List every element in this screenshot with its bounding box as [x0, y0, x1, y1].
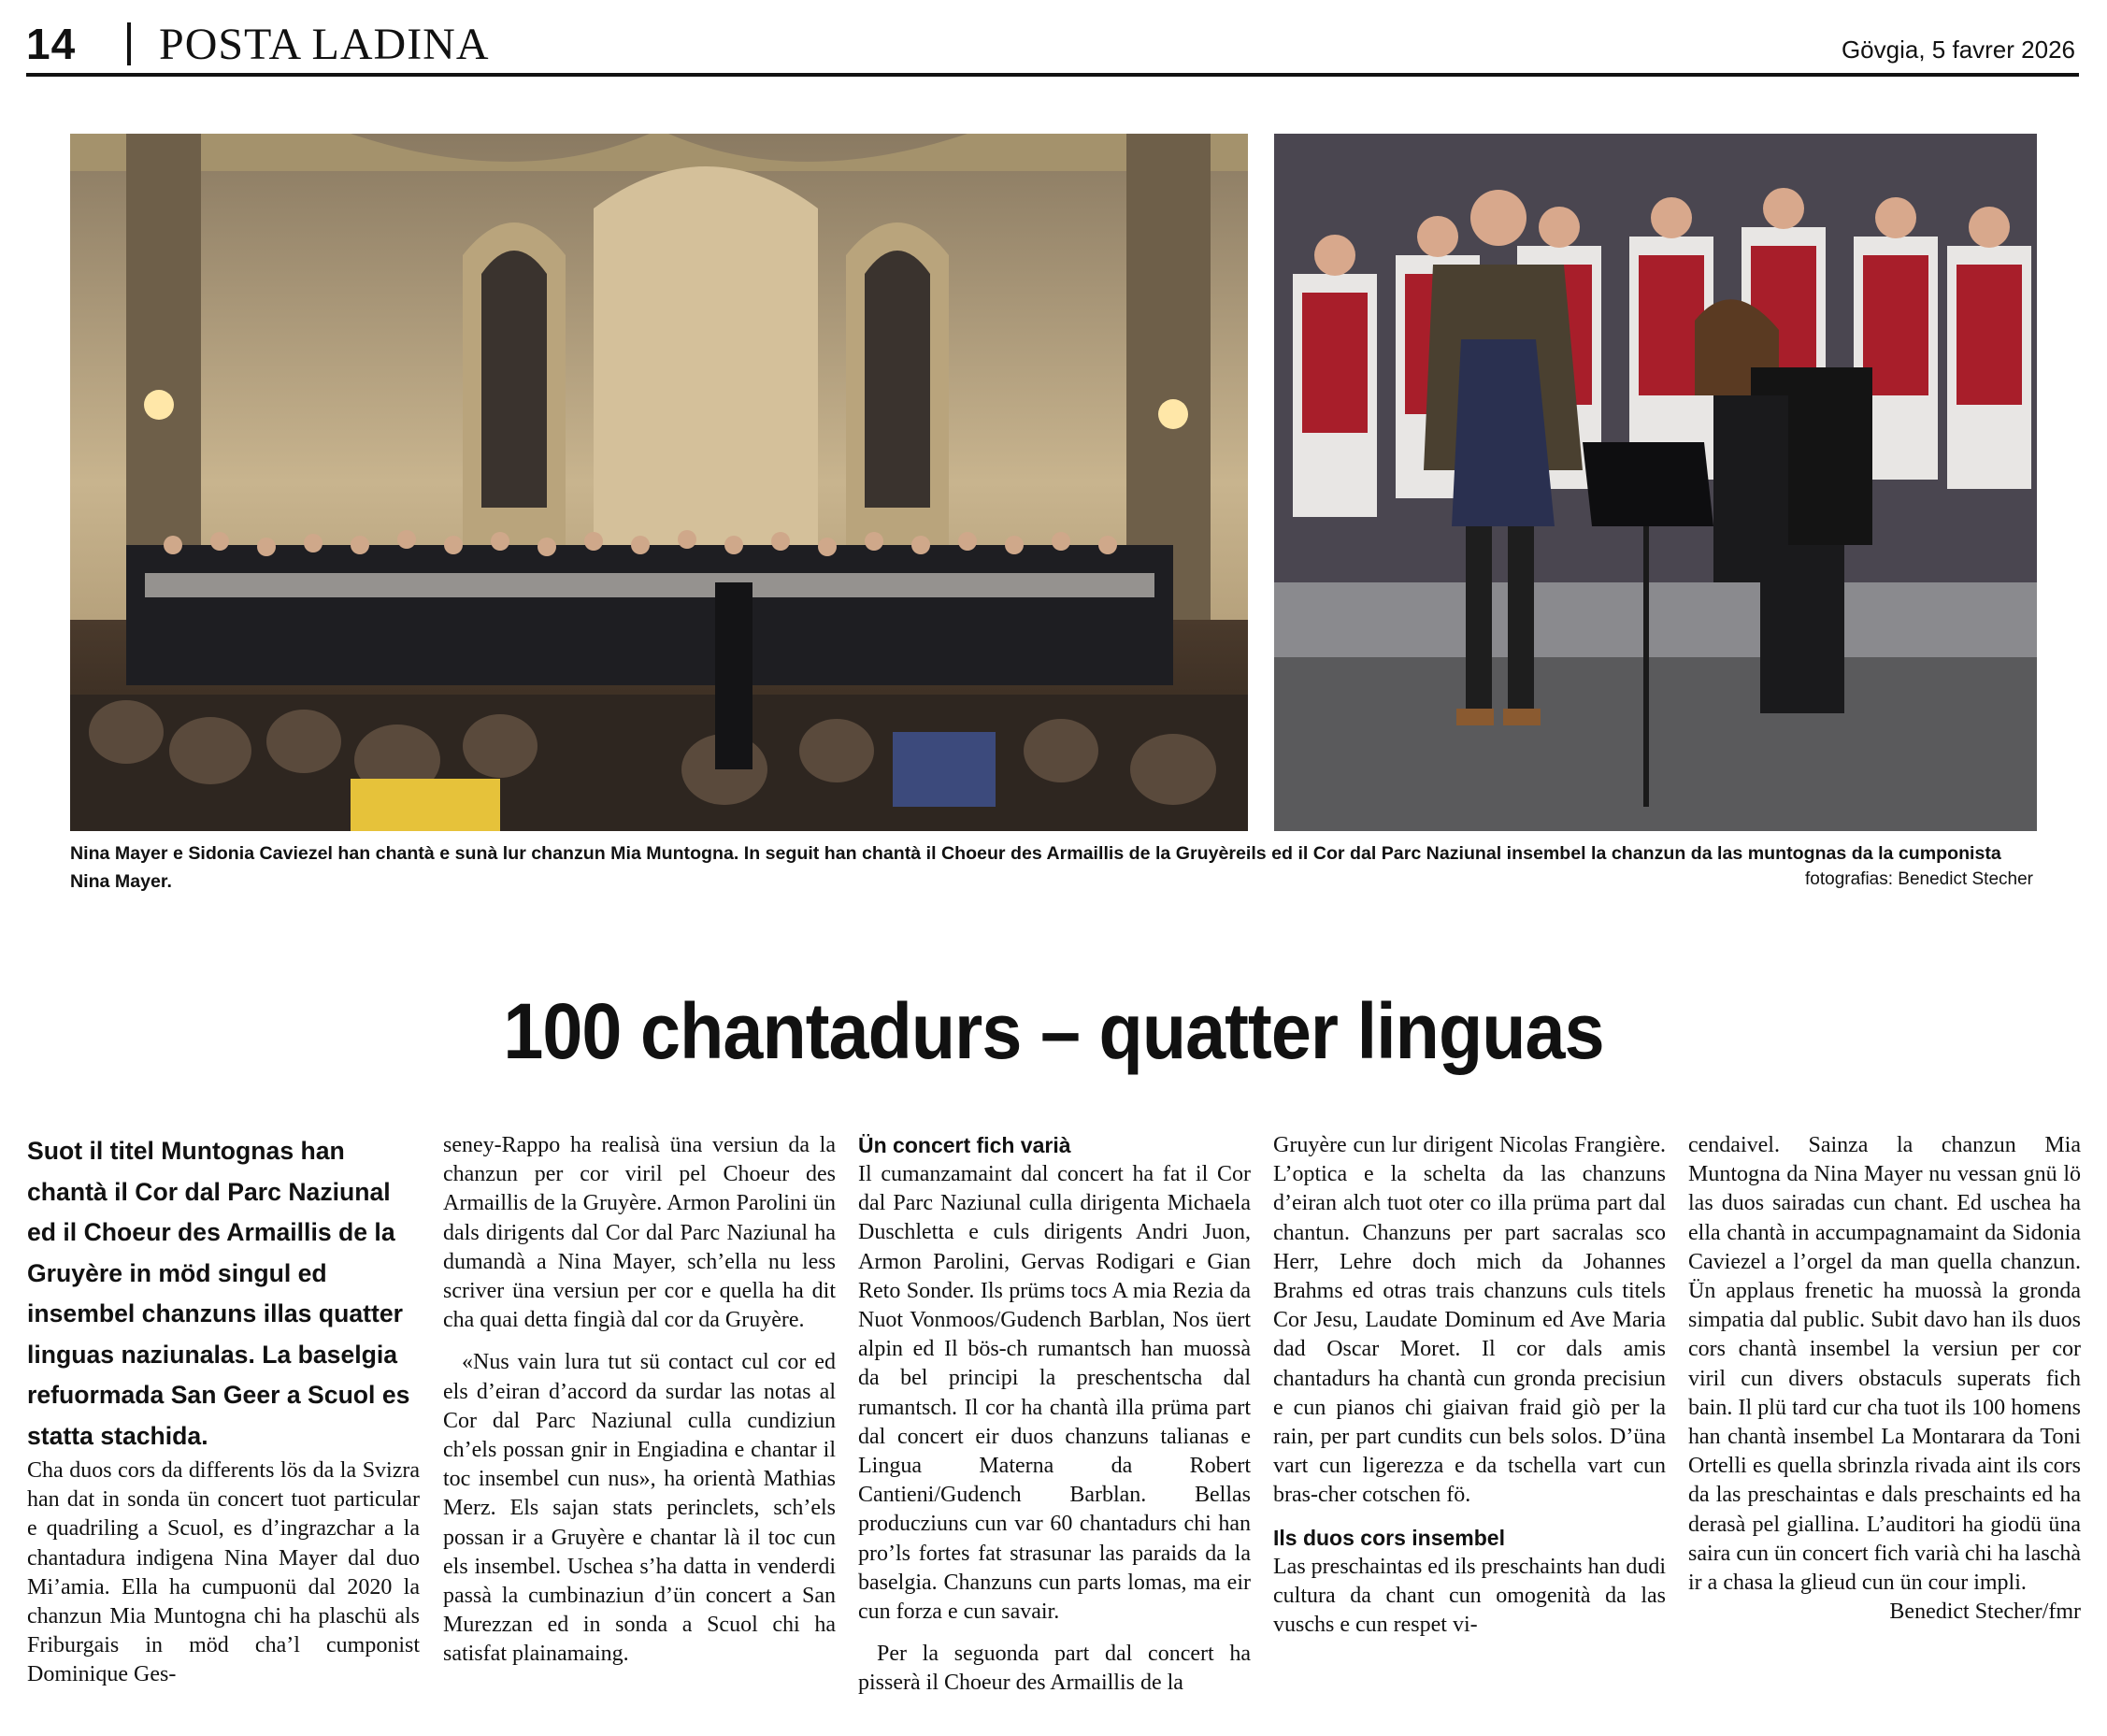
- body-paragraph: Gruyère cun lur dirigent Nicolas Frangière. L’optica e la schelta da las chanzuns d’eiran alch tuot oter co illa prüma part dal chantun. Chanzuns per part sacralas sco Herr, Lehre doch mich da Johannes Brahms ed otras trais chanzuns culs titels Cor Jesu, Laudate Dominum ed Ave Maria dad Oscar Moret. Il cor dals amis chantadurs ha chantà cun gronda precisiun e cun pianos chi giaivan fraid giò per la rain, per part cundits cun bels solos. D’üna vart cun ligerezza e da tschella vart cun bras-cher cotschen fö.: [1273, 1133, 1666, 1508]
- publication-title: POSTA LADINA: [159, 20, 490, 69]
- body-paragraph: cendaivel. Sainza la chanzun Mia Muntogna da Nina Mayer nu vessan gnü lö las duos sairadas cun chant. Ed uschea ha ella chantà in accumpagnamaint da Sidonia Caviezel a l’orgel da man quella chanzun. Ün applaus frenetic ha muossà la gronda simpatia dal public. Subit davo han ils duos cors chantà insembel la versiun per cor viril cun divers obstaculs superats fich bain. Il plü tard cur cha tuot ils 100 homens han chantà insembel La Montarara da Toni Ortelli es quella sbrinzla rivada aint ils cors da las preschaintas e dals preschaints ed ha derasà pel giallina. L’auditori ha giodü üna saira cun ün concert fich varià chi ha laschà ir a chasa la glieud cun ün cour impli.: [1688, 1133, 2081, 1596]
- photo-credit: fotografias: Benedict Stecher: [1805, 869, 2033, 889]
- body-paragraph: Per la seguonda part dal concert ha pisserà il Choeur des Armaillis de la: [858, 1642, 1251, 1696]
- header-divider: [127, 22, 131, 65]
- article-column-4: [1273, 1131, 1666, 1640]
- article-column-3: [858, 1131, 1251, 1699]
- body-paragraph: «Nus vain lura tut sü contact cul cor ed els d’eiran d’accord da surdar las notas al Cor dal Parc Naziunal culla cundiziun ch’els possan gnir in Engiadina e chantar il toc insembel cun nus», ha orientà Mathias Merz. Els sajan stats perinclets, sch’els possan ir a Gruyère e chantar là il toc cun els insembel. Uschea s’ha datta in venderdi passà la cumbinaziun d’ün concert a San Murezzan ed in sonda a Scuol chi ha satisfat plainamaing.: [443, 1350, 836, 1667]
- article-lead: Suot il titel Muntognas han chantà il Cor dal Parc Naziunal ed il Choeur des Armaillis de la Gruyère in möd singul ed insembel chanzuns illas quatter linguas naziunalas. La baselgia refuormada San Geer a Scuol es statta stachida.: [27, 1137, 410, 1450]
- singer-accordion-choir-photo: [1274, 134, 2037, 831]
- church-concert-photo: [70, 134, 1248, 831]
- article-author: Benedict Stecher/fmr: [1889, 1600, 2081, 1625]
- article-headline: 100 chantadurs – quatter linguas: [503, 987, 1604, 1075]
- subheading: Ils duos cors insembel: [1273, 1525, 1505, 1550]
- photo-caption: Nina Mayer e Sidonia Caviezel han chantà e sunà lur chanzun Mia Muntogna. In seguit han chantà il Choeur des Armaillis de la Gruyèreils ed il Cor dal Parc Naziunal insembel la chanzun da las muntognas da la cumponista Nina Mayer.: [70, 843, 2001, 892]
- article-column-5: [1688, 1131, 2081, 1627]
- body-paragraph: Il cumanzamaint dal concert ha fat il Cor dal Parc Naziunal culla dirigenta Michaela Duschletta e culs dirigents Andri Juon, Armon Parolini, Gervas Rodigari e Gian Reto Sonder. Ils prüms tocs A mia Rezia da Nuot Vonmoos/Gudench Barblan, Nos üert alpin ed Il bös-ch rumantsch han muossà da bel principi la preschentscha dal rumantsch. Il cor ha chantà illa prüma part dal concert eir duos chanzuns talianas e Lingua Materna da Robert Cantieni/Gudench Barblan. Bellas producziuns cun var 60 chantadurs chi han pro’ls fortes fat strasunar las paraids da la baselgia. Chanzuns cun parts lomas, ma eir cun forza e cun savair.: [858, 1162, 1251, 1625]
- page-number: 14: [26, 20, 77, 68]
- issue-date: Gövgia, 5 favrer 2026: [1841, 36, 2075, 64]
- subheading: Ün concert fich varià: [858, 1133, 1071, 1157]
- body-paragraph: Cha duos cors da differents lös da la Svizra han dat in sonda ün concert tuot particular e quadriling a Scuol, es d’ingrazchar a la chantadura indigena Nina Mayer dal duo Mi’amia. Ella ha cumpuonü dal 2020 la chanzun Mia Muntogna chi ha plaschü als Friburgais in möd cha’l cumponist Dominique Ges-: [27, 1458, 420, 1687]
- body-paragraph: Las preschaintas ed ils preschaints han dudi cultura da chant cun omogenità da las vuschs e cun respet vi-: [1273, 1554, 1666, 1638]
- body-paragraph: seney-Rappo ha realisà üna versiun da la chanzun per cor viril pel Choeur des Armaillis de la Gruyère. Armon Parolini ün dals dirigents dal Cor dal Parc Naziunal ha dumandà a Nina Mayer, sch’ella nu less scriver üna versiun per cor e quella ha dit cha quai detta fingià dal cor da Gruyère.: [443, 1133, 836, 1333]
- article-column-2: [443, 1131, 836, 1670]
- article-column-1: [27, 1131, 420, 1690]
- page-header: [26, 17, 2079, 77]
